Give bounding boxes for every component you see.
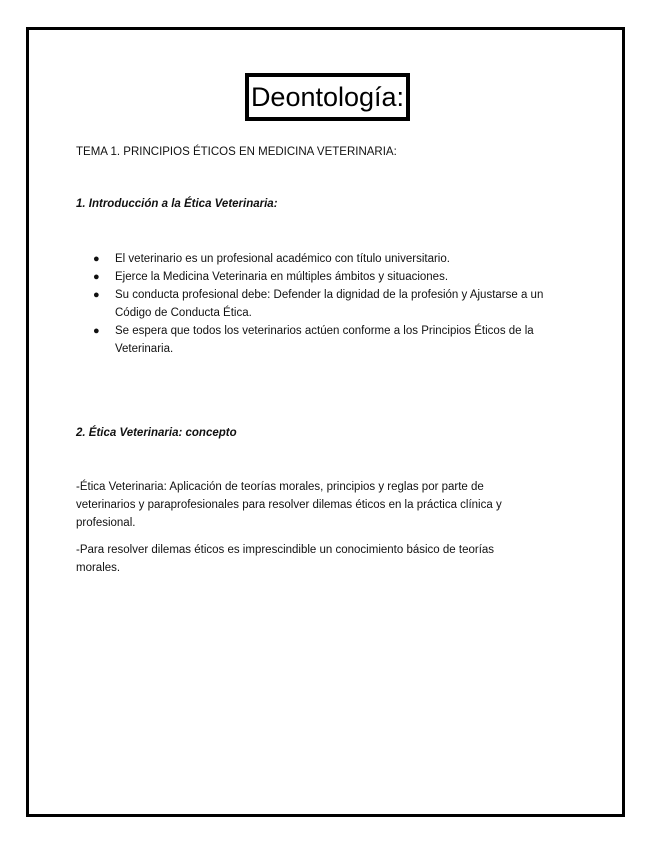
paragraph-line: morales.	[76, 562, 121, 574]
paragraph-line: -Ética Veterinaria: Aplicación de teorías morales, principios y reglas por parte de	[76, 481, 484, 493]
bullet-text-continuation: Veterinaria.	[115, 343, 174, 355]
bullet-text: El veterinario es un profesional académico con título universitario.	[115, 253, 450, 265]
paragraph-line: profesional.	[76, 517, 136, 529]
bullet-icon: ●	[93, 271, 100, 283]
list-item	[93, 250, 593, 268]
document-title: Deontología:	[250, 81, 405, 112]
paragraph-definition	[76, 478, 576, 532]
section2-heading: 2. Ética Veterinaria: concepto	[76, 427, 237, 439]
bullet-text-continuation: Código de Conducta Ética.	[115, 307, 252, 319]
list-item	[93, 286, 593, 322]
paragraph-dilemmas	[76, 541, 576, 577]
paragraph-line: veterinarios y paraprofesionales para resolver dilemas éticos en la práctica clínica y	[76, 499, 502, 511]
bullet-list	[93, 250, 593, 358]
list-item	[93, 268, 593, 286]
bullet-icon: ●	[93, 253, 100, 265]
bullet-text: Ejerce la Medicina Veterinaria en múltiples ámbitos y situaciones.	[115, 271, 449, 283]
bullet-text: Se espera que todos los veterinarios actúen conforme a los Principios Éticos de la	[115, 325, 534, 337]
paragraph-line: -Para resolver dilemas éticos es imprescindible un conocimiento básico de teorías	[76, 544, 495, 556]
bullet-icon: ●	[93, 289, 100, 301]
bullet-text: Su conducta profesional debe: Defender la dignidad de la profesión y Ajustarse a un	[115, 289, 544, 301]
topic-line: TEMA 1. PRINCIPIOS ÉTICOS EN MEDICINA VETERINARIA:	[76, 146, 397, 158]
list-item	[93, 322, 593, 358]
bullet-icon: ●	[93, 325, 100, 337]
section1-heading: 1. Introducción a la Ética Veterinaria:	[76, 198, 278, 210]
title-box	[245, 73, 410, 121]
